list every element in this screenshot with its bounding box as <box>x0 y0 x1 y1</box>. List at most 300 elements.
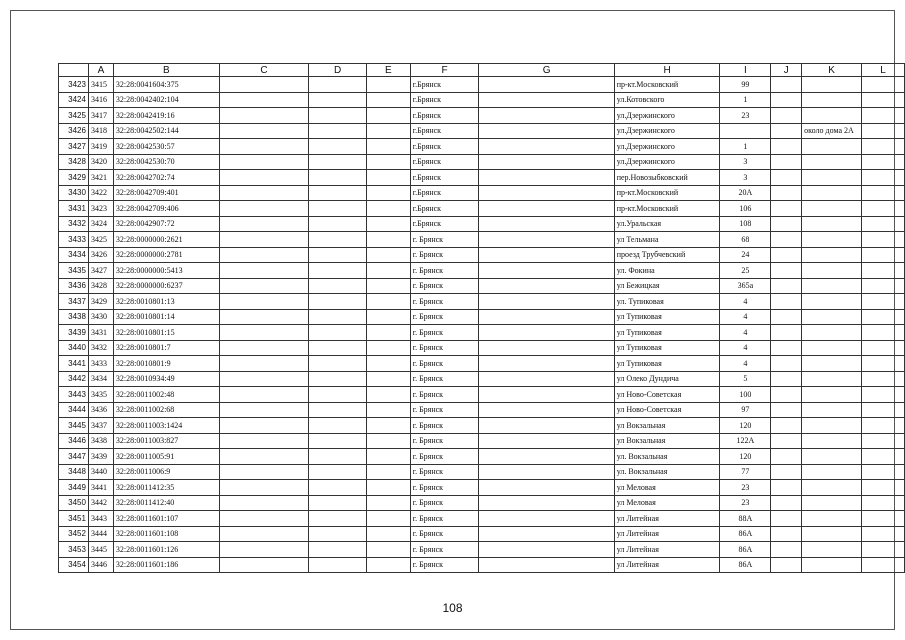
cell-h[interactable]: ул.Котовского <box>614 92 720 108</box>
cell-c[interactable] <box>219 170 309 186</box>
cell-g[interactable] <box>479 92 614 108</box>
row-number[interactable]: 3434 <box>59 247 89 263</box>
cell-b[interactable]: 32:28:0042419:16 <box>113 108 219 124</box>
cell-l[interactable] <box>862 77 905 93</box>
cell-j[interactable] <box>771 77 802 93</box>
cell-j[interactable] <box>771 340 802 356</box>
cell-f[interactable]: г. Брянск <box>410 309 479 325</box>
cell-k[interactable] <box>802 402 862 418</box>
cell-k[interactable] <box>802 542 862 558</box>
cell-l[interactable] <box>862 278 905 294</box>
cell-i[interactable]: 3 <box>720 170 771 186</box>
cell-j[interactable] <box>771 216 802 232</box>
cell-b[interactable]: 32:28:0011412:35 <box>113 480 219 496</box>
cell-g[interactable] <box>479 480 614 496</box>
cell-g[interactable] <box>479 526 614 542</box>
cell-l[interactable] <box>862 542 905 558</box>
cell-k[interactable] <box>802 511 862 527</box>
cell-g[interactable] <box>479 77 614 93</box>
cell-j[interactable] <box>771 526 802 542</box>
cell-b[interactable]: 32:28:0042702:74 <box>113 170 219 186</box>
cell-k[interactable] <box>802 356 862 372</box>
cell-e[interactable] <box>366 278 410 294</box>
row-number[interactable]: 3451 <box>59 511 89 527</box>
cell-a[interactable]: 3444 <box>88 526 113 542</box>
cell-h[interactable]: ул. Фокина <box>614 263 720 279</box>
column-header-b[interactable]: B <box>113 64 219 77</box>
cell-g[interactable] <box>479 325 614 341</box>
cell-k[interactable] <box>802 371 862 387</box>
cell-l[interactable] <box>862 185 905 201</box>
cell-f[interactable]: г. Брянск <box>410 495 479 511</box>
row-number[interactable]: 3440 <box>59 340 89 356</box>
cell-c[interactable] <box>219 433 309 449</box>
cell-e[interactable] <box>366 139 410 155</box>
cell-i[interactable]: 86А <box>720 526 771 542</box>
cell-e[interactable] <box>366 263 410 279</box>
cell-j[interactable] <box>771 294 802 310</box>
cell-b[interactable]: 32:28:0000000:5413 <box>113 263 219 279</box>
cell-f[interactable]: г.Брянск <box>410 201 479 217</box>
cell-k[interactable] <box>802 108 862 124</box>
cell-c[interactable] <box>219 495 309 511</box>
row-number[interactable]: 3424 <box>59 92 89 108</box>
cell-a[interactable]: 3433 <box>88 356 113 372</box>
cell-b[interactable]: 32:28:0042502:144 <box>113 123 219 139</box>
cell-f[interactable]: г. Брянск <box>410 449 479 465</box>
cell-e[interactable] <box>366 526 410 542</box>
cell-e[interactable] <box>366 371 410 387</box>
cell-h[interactable]: ул. Вокзальная <box>614 464 720 480</box>
cell-l[interactable] <box>862 232 905 248</box>
cell-c[interactable] <box>219 216 309 232</box>
cell-e[interactable] <box>366 464 410 480</box>
column-header-g[interactable]: G <box>479 64 614 77</box>
row-number[interactable]: 3425 <box>59 108 89 124</box>
column-header-h[interactable]: H <box>614 64 720 77</box>
cell-d[interactable] <box>309 123 367 139</box>
cell-d[interactable] <box>309 278 367 294</box>
cell-a[interactable]: 3416 <box>88 92 113 108</box>
cell-b[interactable]: 32:28:0042709:406 <box>113 201 219 217</box>
cell-j[interactable] <box>771 495 802 511</box>
cell-a[interactable]: 3445 <box>88 542 113 558</box>
cell-i[interactable]: 1 <box>720 92 771 108</box>
cell-d[interactable] <box>309 247 367 263</box>
cell-h[interactable]: ул Бежицкая <box>614 278 720 294</box>
cell-i[interactable]: 99 <box>720 77 771 93</box>
cell-k[interactable] <box>802 216 862 232</box>
cell-e[interactable] <box>366 185 410 201</box>
cell-k[interactable] <box>802 170 862 186</box>
cell-i[interactable]: 5 <box>720 371 771 387</box>
cell-i[interactable]: 100 <box>720 387 771 403</box>
cell-g[interactable] <box>479 387 614 403</box>
cell-l[interactable] <box>862 449 905 465</box>
cell-f[interactable]: г.Брянск <box>410 123 479 139</box>
row-number[interactable]: 3453 <box>59 542 89 558</box>
cell-j[interactable] <box>771 139 802 155</box>
cell-h[interactable]: ул Тупиковая <box>614 340 720 356</box>
cell-i[interactable] <box>720 123 771 139</box>
cell-e[interactable] <box>366 123 410 139</box>
cell-b[interactable]: 32:28:0010934:49 <box>113 371 219 387</box>
cell-d[interactable] <box>309 201 367 217</box>
cell-h[interactable]: пр-кт.Московский <box>614 185 720 201</box>
cell-f[interactable]: г. Брянск <box>410 356 479 372</box>
cell-j[interactable] <box>771 263 802 279</box>
cell-b[interactable]: 32:28:0010801:7 <box>113 340 219 356</box>
cell-j[interactable] <box>771 433 802 449</box>
cell-l[interactable] <box>862 387 905 403</box>
cell-a[interactable]: 3424 <box>88 216 113 232</box>
cell-l[interactable] <box>862 170 905 186</box>
cell-l[interactable] <box>862 325 905 341</box>
cell-i[interactable]: 365а <box>720 278 771 294</box>
cell-h[interactable]: ул Литейная <box>614 526 720 542</box>
cell-d[interactable] <box>309 464 367 480</box>
cell-i[interactable]: 4 <box>720 356 771 372</box>
cell-l[interactable] <box>862 340 905 356</box>
cell-b[interactable]: 32:28:0011006:9 <box>113 464 219 480</box>
cell-l[interactable] <box>862 123 905 139</box>
row-number[interactable]: 3441 <box>59 356 89 372</box>
cell-a[interactable]: 3438 <box>88 433 113 449</box>
cell-c[interactable] <box>219 340 309 356</box>
cell-h[interactable]: пр-кт.Московский <box>614 201 720 217</box>
row-number[interactable]: 3432 <box>59 216 89 232</box>
cell-d[interactable] <box>309 170 367 186</box>
cell-j[interactable] <box>771 108 802 124</box>
cell-i[interactable]: 4 <box>720 309 771 325</box>
cell-d[interactable] <box>309 557 367 573</box>
cell-b[interactable]: 32:28:0010801:14 <box>113 309 219 325</box>
cell-d[interactable] <box>309 325 367 341</box>
cell-e[interactable] <box>366 247 410 263</box>
cell-l[interactable] <box>862 139 905 155</box>
cell-f[interactable]: г. Брянск <box>410 387 479 403</box>
cell-e[interactable] <box>366 108 410 124</box>
cell-j[interactable] <box>771 371 802 387</box>
cell-j[interactable] <box>771 557 802 573</box>
cell-c[interactable] <box>219 387 309 403</box>
cell-k[interactable] <box>802 278 862 294</box>
row-number[interactable]: 3428 <box>59 154 89 170</box>
cell-j[interactable] <box>771 542 802 558</box>
cell-b[interactable]: 32:28:0011601:186 <box>113 557 219 573</box>
cell-j[interactable] <box>771 92 802 108</box>
cell-g[interactable] <box>479 123 614 139</box>
cell-c[interactable] <box>219 356 309 372</box>
cell-a[interactable]: 3415 <box>88 77 113 93</box>
cell-g[interactable] <box>479 511 614 527</box>
cell-c[interactable] <box>219 263 309 279</box>
cell-c[interactable] <box>219 185 309 201</box>
cell-a[interactable]: 3434 <box>88 371 113 387</box>
cell-j[interactable] <box>771 309 802 325</box>
row-number[interactable]: 3431 <box>59 201 89 217</box>
cell-l[interactable] <box>862 418 905 434</box>
cell-e[interactable] <box>366 557 410 573</box>
row-number[interactable]: 3436 <box>59 278 89 294</box>
cell-d[interactable] <box>309 263 367 279</box>
cell-i[interactable]: 120 <box>720 449 771 465</box>
cell-c[interactable] <box>219 123 309 139</box>
cell-g[interactable] <box>479 356 614 372</box>
cell-f[interactable]: г. Брянск <box>410 278 479 294</box>
row-number[interactable]: 3447 <box>59 449 89 465</box>
cell-a[interactable]: 3423 <box>88 201 113 217</box>
cell-k[interactable] <box>802 325 862 341</box>
cell-h[interactable]: ул Вокзальная <box>614 418 720 434</box>
cell-a[interactable]: 3420 <box>88 154 113 170</box>
cell-l[interactable] <box>862 371 905 387</box>
cell-g[interactable] <box>479 247 614 263</box>
cell-k[interactable]: около дома 2А <box>802 123 862 139</box>
cell-b[interactable]: 32:28:0042709:401 <box>113 185 219 201</box>
cell-e[interactable] <box>366 542 410 558</box>
cell-c[interactable] <box>219 278 309 294</box>
column-header-c[interactable]: C <box>219 64 309 77</box>
cell-i[interactable]: 4 <box>720 340 771 356</box>
cell-b[interactable]: 32:28:0010801:13 <box>113 294 219 310</box>
cell-h[interactable]: ул Ново-Советская <box>614 402 720 418</box>
cell-b[interactable]: 32:28:0000000:2621 <box>113 232 219 248</box>
cell-h[interactable]: ул Тупиковая <box>614 356 720 372</box>
cell-b[interactable]: 32:28:0010801:9 <box>113 356 219 372</box>
row-number[interactable]: 3437 <box>59 294 89 310</box>
cell-h[interactable]: ул Тупиковая <box>614 325 720 341</box>
row-number[interactable]: 3446 <box>59 433 89 449</box>
cell-b[interactable]: 32:28:0042402:104 <box>113 92 219 108</box>
cell-i[interactable]: 1 <box>720 139 771 155</box>
cell-g[interactable] <box>479 139 614 155</box>
cell-g[interactable] <box>479 108 614 124</box>
cell-k[interactable] <box>802 495 862 511</box>
cell-f[interactable]: г. Брянск <box>410 433 479 449</box>
column-header-a[interactable]: A <box>88 64 113 77</box>
cell-b[interactable]: 32:28:0011412:40 <box>113 495 219 511</box>
cell-l[interactable] <box>862 263 905 279</box>
cell-k[interactable] <box>802 309 862 325</box>
cell-e[interactable] <box>366 495 410 511</box>
cell-h[interactable]: ул Литейная <box>614 557 720 573</box>
cell-e[interactable] <box>366 356 410 372</box>
cell-j[interactable] <box>771 387 802 403</box>
cell-f[interactable]: г.Брянск <box>410 216 479 232</box>
cell-e[interactable] <box>366 449 410 465</box>
cell-f[interactable]: г. Брянск <box>410 294 479 310</box>
row-number[interactable]: 3439 <box>59 325 89 341</box>
cell-l[interactable] <box>862 464 905 480</box>
cell-k[interactable] <box>802 464 862 480</box>
cell-g[interactable] <box>479 278 614 294</box>
cell-f[interactable]: г. Брянск <box>410 247 479 263</box>
cell-d[interactable] <box>309 495 367 511</box>
cell-b[interactable]: 32:28:0011601:107 <box>113 511 219 527</box>
cell-d[interactable] <box>309 294 367 310</box>
cell-i[interactable]: 86А <box>720 542 771 558</box>
cell-e[interactable] <box>366 232 410 248</box>
cell-j[interactable] <box>771 123 802 139</box>
cell-i[interactable]: 20А <box>720 185 771 201</box>
cell-d[interactable] <box>309 526 367 542</box>
cell-d[interactable] <box>309 433 367 449</box>
cell-h[interactable]: ул.Дзержинского <box>614 108 720 124</box>
cell-b[interactable]: 32:28:0000000:6237 <box>113 278 219 294</box>
cell-b[interactable]: 32:28:0011003:1424 <box>113 418 219 434</box>
cell-j[interactable] <box>771 402 802 418</box>
cell-d[interactable] <box>309 154 367 170</box>
cell-k[interactable] <box>802 557 862 573</box>
cell-e[interactable] <box>366 480 410 496</box>
cell-f[interactable]: г. Брянск <box>410 480 479 496</box>
cell-g[interactable] <box>479 309 614 325</box>
cell-e[interactable] <box>366 216 410 232</box>
cell-c[interactable] <box>219 77 309 93</box>
cell-d[interactable] <box>309 185 367 201</box>
cell-j[interactable] <box>771 418 802 434</box>
column-header-k[interactable]: K <box>802 64 862 77</box>
cell-h[interactable]: ул. Тупиковая <box>614 294 720 310</box>
row-number[interactable]: 3435 <box>59 263 89 279</box>
cell-d[interactable] <box>309 216 367 232</box>
cell-e[interactable] <box>366 77 410 93</box>
cell-d[interactable] <box>309 542 367 558</box>
cell-a[interactable]: 3419 <box>88 139 113 155</box>
cell-j[interactable] <box>771 170 802 186</box>
cell-f[interactable]: г.Брянск <box>410 185 479 201</box>
column-header-l[interactable]: L <box>862 64 905 77</box>
cell-f[interactable]: г.Брянск <box>410 108 479 124</box>
cell-i[interactable]: 23 <box>720 108 771 124</box>
cell-l[interactable] <box>862 557 905 573</box>
cell-c[interactable] <box>219 92 309 108</box>
cell-e[interactable] <box>366 418 410 434</box>
cell-c[interactable] <box>219 139 309 155</box>
cell-c[interactable] <box>219 449 309 465</box>
cell-g[interactable] <box>479 449 614 465</box>
cell-a[interactable]: 3417 <box>88 108 113 124</box>
cell-i[interactable]: 88А <box>720 511 771 527</box>
cell-i[interactable]: 108 <box>720 216 771 232</box>
cell-h[interactable]: ул Тельмана <box>614 232 720 248</box>
cell-c[interactable] <box>219 511 309 527</box>
cell-j[interactable] <box>771 154 802 170</box>
cell-e[interactable] <box>366 402 410 418</box>
cell-a[interactable]: 3428 <box>88 278 113 294</box>
cell-g[interactable] <box>479 170 614 186</box>
cell-d[interactable] <box>309 108 367 124</box>
cell-b[interactable]: 32:28:0011003:827 <box>113 433 219 449</box>
row-number[interactable]: 3426 <box>59 123 89 139</box>
cell-f[interactable]: г. Брянск <box>410 464 479 480</box>
cell-c[interactable] <box>219 371 309 387</box>
row-number[interactable]: 3429 <box>59 170 89 186</box>
cell-a[interactable]: 3431 <box>88 325 113 341</box>
cell-f[interactable]: г.Брянск <box>410 154 479 170</box>
cell-e[interactable] <box>366 170 410 186</box>
cell-j[interactable] <box>771 511 802 527</box>
cell-l[interactable] <box>862 480 905 496</box>
cell-b[interactable]: 32:28:0042530:57 <box>113 139 219 155</box>
cell-f[interactable]: г. Брянск <box>410 232 479 248</box>
cell-c[interactable] <box>219 247 309 263</box>
cell-j[interactable] <box>771 356 802 372</box>
row-number[interactable]: 3438 <box>59 309 89 325</box>
cell-a[interactable]: 3432 <box>88 340 113 356</box>
cell-k[interactable] <box>802 526 862 542</box>
corner-cell[interactable] <box>59 64 89 77</box>
cell-j[interactable] <box>771 232 802 248</box>
cell-k[interactable] <box>802 232 862 248</box>
cell-h[interactable]: ул.Дзержинского <box>614 123 720 139</box>
cell-a[interactable]: 3446 <box>88 557 113 573</box>
cell-b[interactable]: 32:28:0042530:70 <box>113 154 219 170</box>
cell-f[interactable]: г. Брянск <box>410 418 479 434</box>
cell-g[interactable] <box>479 402 614 418</box>
column-header-i[interactable]: I <box>720 64 771 77</box>
row-number[interactable]: 3433 <box>59 232 89 248</box>
cell-h[interactable]: ул Ново-Советская <box>614 387 720 403</box>
cell-c[interactable] <box>219 557 309 573</box>
cell-l[interactable] <box>862 511 905 527</box>
cell-f[interactable]: г. Брянск <box>410 526 479 542</box>
cell-l[interactable] <box>862 433 905 449</box>
row-number[interactable]: 3427 <box>59 139 89 155</box>
cell-g[interactable] <box>479 154 614 170</box>
cell-e[interactable] <box>366 154 410 170</box>
cell-j[interactable] <box>771 185 802 201</box>
cell-c[interactable] <box>219 325 309 341</box>
cell-d[interactable] <box>309 418 367 434</box>
cell-f[interactable]: г.Брянск <box>410 92 479 108</box>
cell-c[interactable] <box>219 464 309 480</box>
cell-l[interactable] <box>862 247 905 263</box>
cell-i[interactable]: 86А <box>720 557 771 573</box>
row-number[interactable]: 3430 <box>59 185 89 201</box>
cell-f[interactable]: г. Брянск <box>410 402 479 418</box>
cell-b[interactable]: 32:28:0011005:91 <box>113 449 219 465</box>
cell-e[interactable] <box>366 201 410 217</box>
cell-i[interactable]: 120 <box>720 418 771 434</box>
cell-f[interactable]: г.Брянск <box>410 77 479 93</box>
cell-c[interactable] <box>219 402 309 418</box>
cell-d[interactable] <box>309 371 367 387</box>
cell-a[interactable]: 3427 <box>88 263 113 279</box>
cell-f[interactable]: г.Брянск <box>410 139 479 155</box>
cell-j[interactable] <box>771 278 802 294</box>
cell-k[interactable] <box>802 433 862 449</box>
cell-j[interactable] <box>771 464 802 480</box>
cell-f[interactable]: г. Брянск <box>410 325 479 341</box>
cell-g[interactable] <box>479 542 614 558</box>
cell-f[interactable]: г. Брянск <box>410 263 479 279</box>
cell-h[interactable]: проезд Трубчевский <box>614 247 720 263</box>
cell-i[interactable]: 4 <box>720 294 771 310</box>
cell-b[interactable]: 32:28:0041604:375 <box>113 77 219 93</box>
cell-a[interactable]: 3441 <box>88 480 113 496</box>
cell-e[interactable] <box>366 309 410 325</box>
cell-a[interactable]: 3443 <box>88 511 113 527</box>
cell-d[interactable] <box>309 356 367 372</box>
cell-k[interactable] <box>802 480 862 496</box>
cell-h[interactable]: ул Меловая <box>614 495 720 511</box>
cell-j[interactable] <box>771 247 802 263</box>
cell-b[interactable]: 32:28:0011601:108 <box>113 526 219 542</box>
cell-e[interactable] <box>366 294 410 310</box>
cell-a[interactable]: 3439 <box>88 449 113 465</box>
